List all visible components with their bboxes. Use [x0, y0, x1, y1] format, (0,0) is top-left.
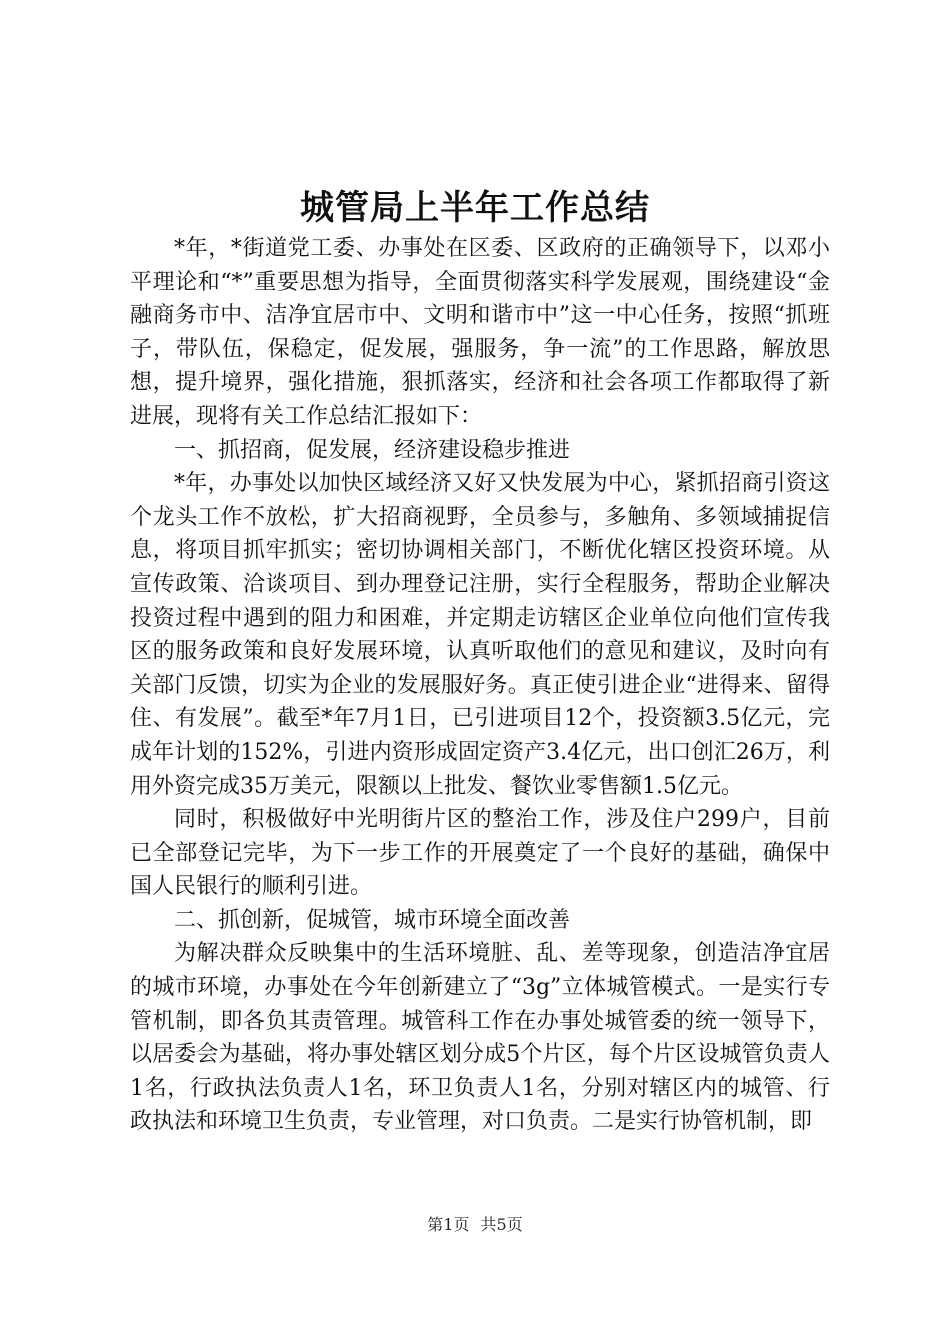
page-footer — [0, 1214, 950, 1236]
paragraph-intro: *年，*街道党工委、办事处在区委、区政府的正确领导下，以邓小平理论和“*”重要思想为指导，全面贯彻落实科学发展观，围绕建设“金融商务市中、洁净宜居市中、文明和谐市中”这一中心任务，按照“抓班子，带队伍，保稳定，促发展，强服务，争一流”的工作思路，解放思想，提升境界，强化措施，狠抓落实，经济和社会各项工作都取得了新进展，现将有关工作总结汇报如下： — [130, 236, 830, 429]
paragraph-renovation: 同时，积极做好中光明街片区的整治工作，涉及住户299户，目前已全部登记完毕，为下一步工作的开展奠定了一个良好的基础，确保中国人民银行的顺利引进。 — [130, 807, 830, 900]
document-body — [130, 232, 830, 1139]
page-number: 第1页 — [427, 1215, 470, 1234]
section-heading-1: 一、抓招商，促发展，经济建设稳步推进 — [174, 437, 571, 463]
paragraph-investment: *年，办事处以加快区域经济又好又快发展为中心，紧抓招商引资这个龙头工作不放松，扩大招商视野，全员参与，多触角、多领域捕捉信息，将项目抓牢抓实；密切协调相关部门，不断优化辖区投资环境。从宣传政策、洽谈项目、到办理登记注册，实行全程服务，帮助企业解决投资过程中遇到的阻力和困难，并定期走访辖区企业单位向他们宣传我区的服务政策和良好发展环境，认真听取他们的意见和建议，及时向有关部门反馈，切实为企业的发展服好务。真正使引进企业“进得来、留得住、有发展”。截至*年7月1日，已引进项目12个，投资额3.5亿元，完成年计划的152%，引进内资形成固定资产3.4亿元，出口创汇26万，利用外资完成35万美元，限额以上批发、餐饮业零售额1.5亿元。 — [130, 471, 830, 799]
page-title: 城管局上半年工作总结 — [300, 188, 650, 228]
section-heading-2: 二、抓创新，促城管，城市环境全面改善 — [174, 907, 571, 933]
page-total: 共5页 — [480, 1215, 523, 1234]
paragraph-urban-management: 为解决群众反映集中的生活环境脏、乱、差等现象，创造洁净宜居的城市环境，办事处在今年创新建立了“3g”立体城管模式。一是实行专管机制，即各负其责管理。城管科工作在办事处城管委的统一领导下，以居委会为基础，将办事处辖区划分成5个片区，每个片区设城管负责人1名，行政执法负责人1名，环卫负责人1名，分别对辖区内的城管、行政执法和环境卫生负责，专业管理，对口负责。二是实行协管机制，即 — [130, 941, 830, 1135]
